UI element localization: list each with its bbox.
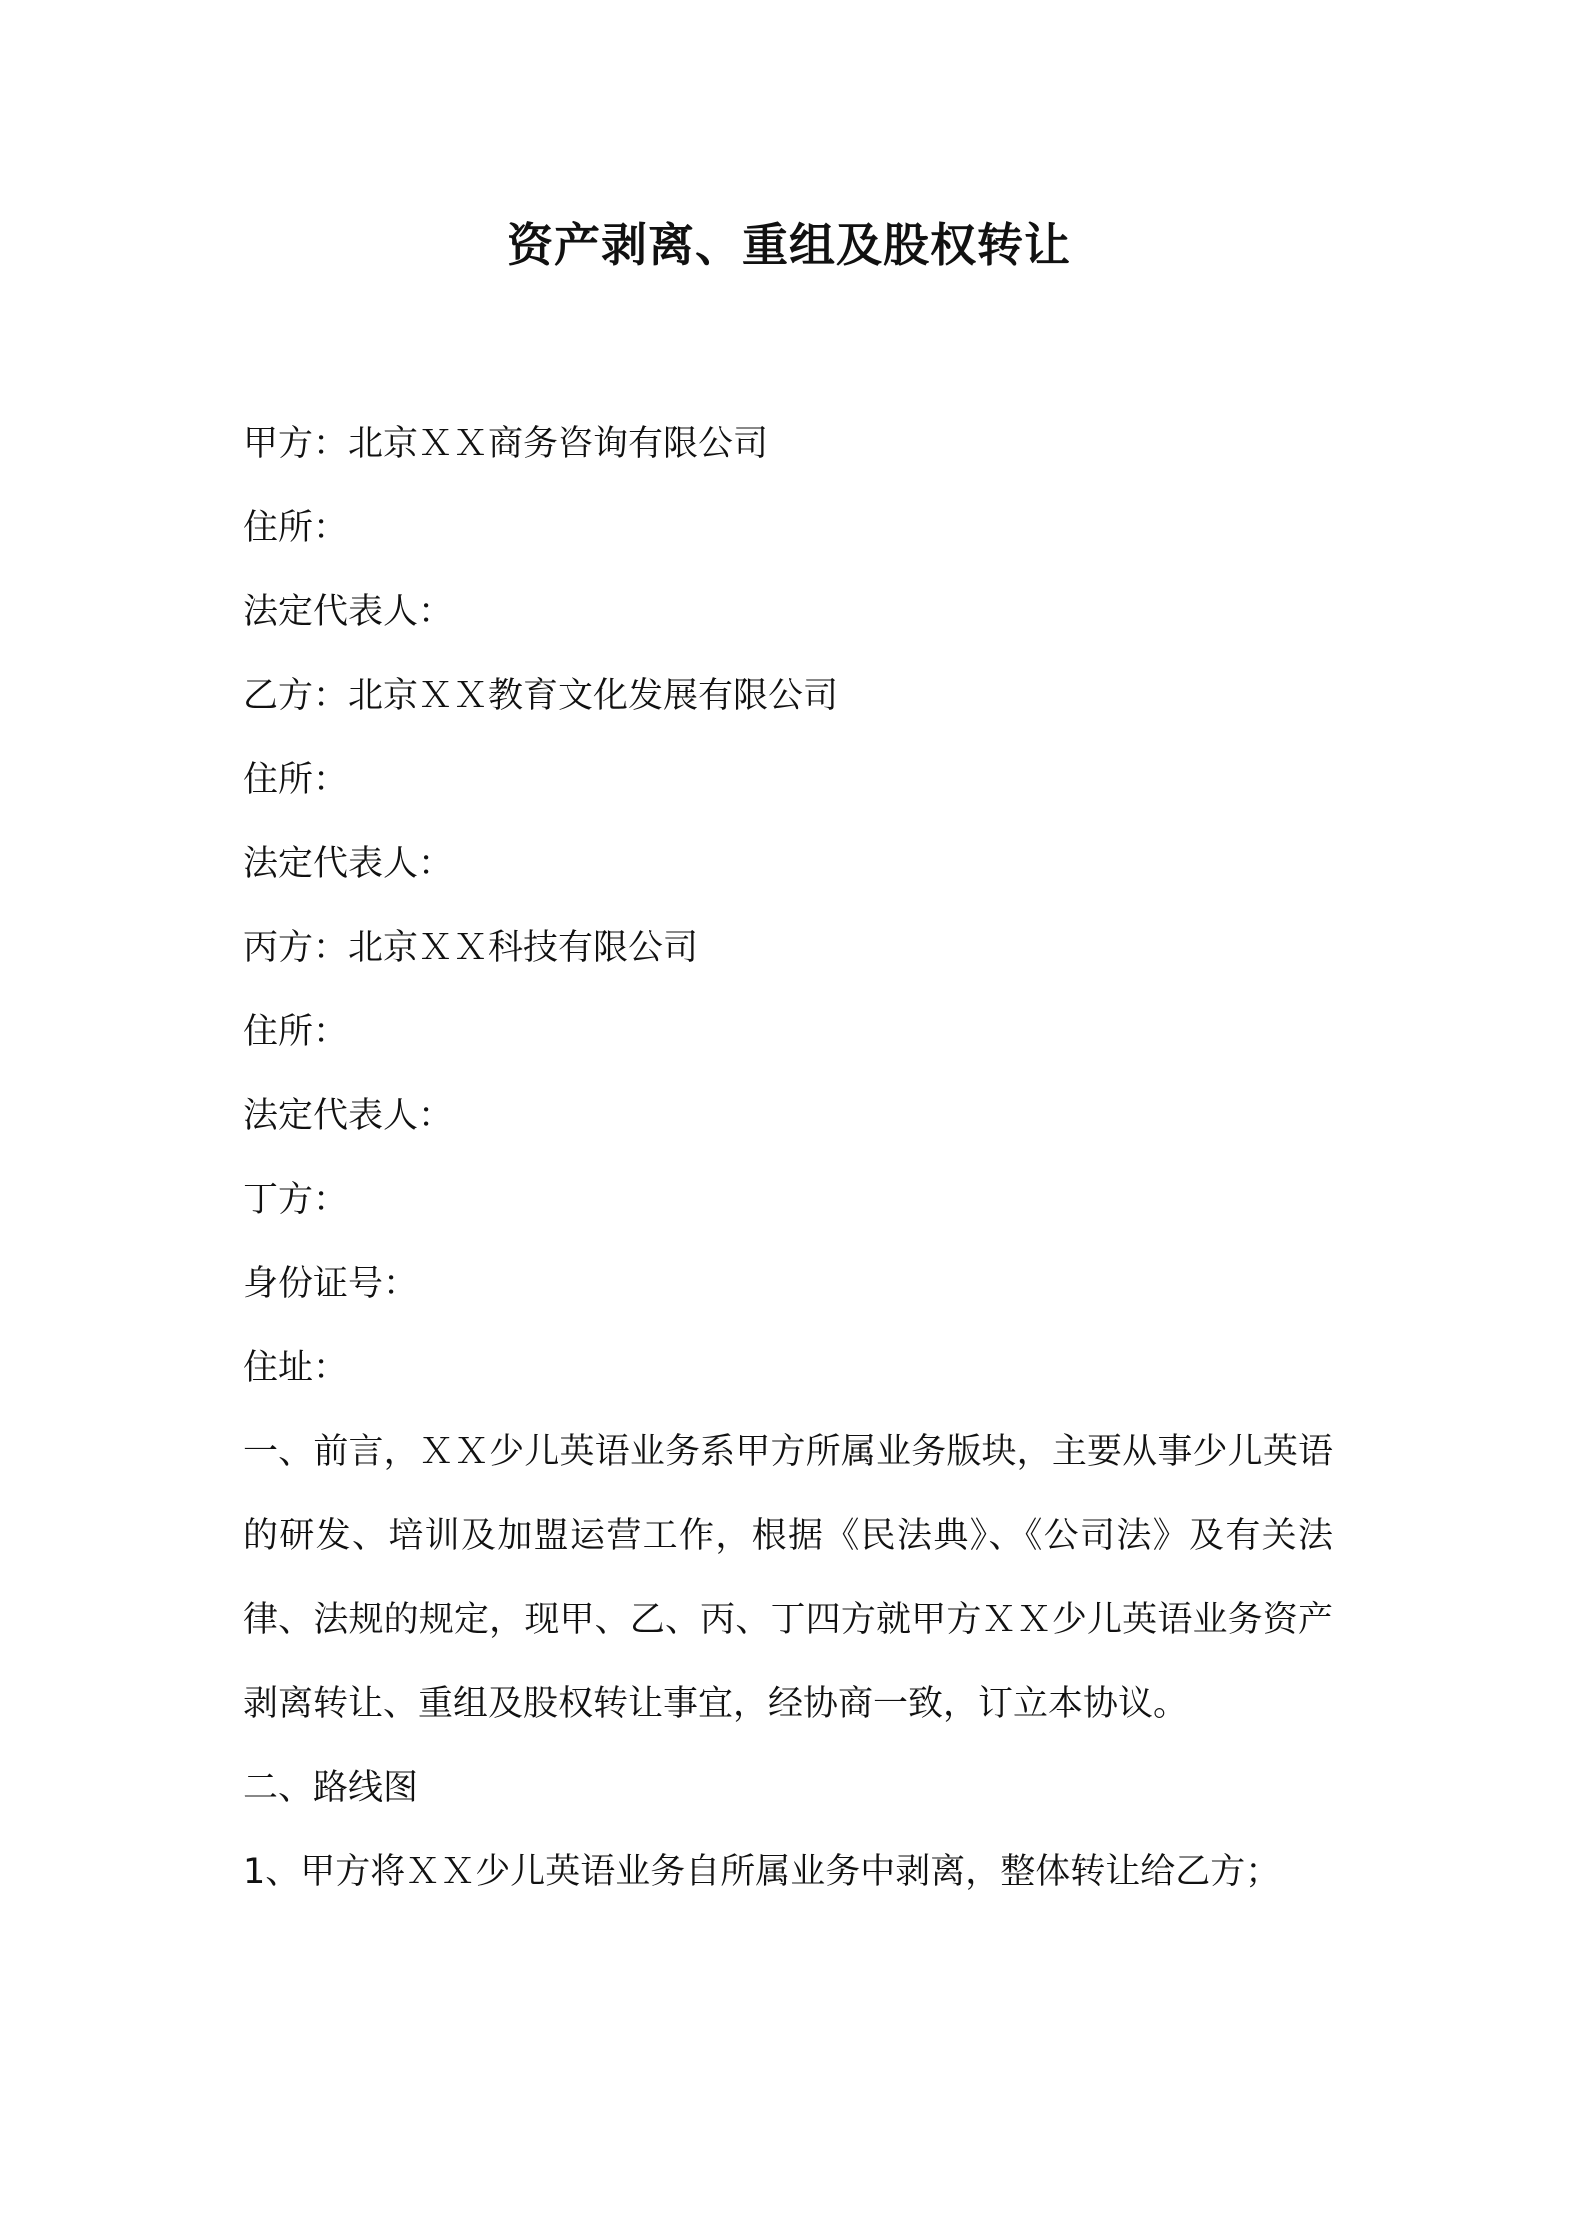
party-b-address: 住所：	[243, 760, 349, 800]
party-c-address: 住所：	[243, 1012, 349, 1052]
party-d-id-number: 身份证号：	[243, 1264, 419, 1304]
party-a-address: 住所：	[243, 508, 349, 548]
section-2-item-1: 1、甲方将ＸＸ少儿英语业务自所属业务中剥离，整体转让给乙方；	[243, 1852, 1281, 1892]
party-c-line: 丙方：北京ＸＸ科技有限公司	[243, 928, 699, 968]
party-d-address: 住址：	[243, 1348, 349, 1388]
document-title: 资产剥离、重组及股权转让	[507, 218, 1071, 272]
party-c-legal-rep: 法定代表人：	[243, 1096, 454, 1136]
party-b-line: 乙方：北京ＸＸ教育文化发展有限公司	[243, 676, 839, 716]
section-2-heading: 二、路线图	[243, 1768, 419, 1808]
document-body	[243, 402, 1343, 1914]
party-a-legal-rep: 法定代表人：	[243, 592, 454, 632]
party-a-line: 甲方：北京ＸＸ商务咨询有限公司	[243, 424, 769, 464]
party-b-legal-rep: 法定代表人：	[243, 844, 454, 884]
party-d-line: 丁方：	[243, 1180, 349, 1220]
preface-paragraph: 一、前言，ＸＸ少儿英语业务系甲方所属业务版块，主要从事少儿英语的研发、培训及加盟运营工作，根据《民法典》、《公司法》及有关法律、法规的规定，现甲、乙、丙、丁四方就甲方ＸＸ少儿英语业务资产剥离转让、重组及股权转让事宜，经协商一致，订立本协议。	[243, 1432, 1333, 1724]
